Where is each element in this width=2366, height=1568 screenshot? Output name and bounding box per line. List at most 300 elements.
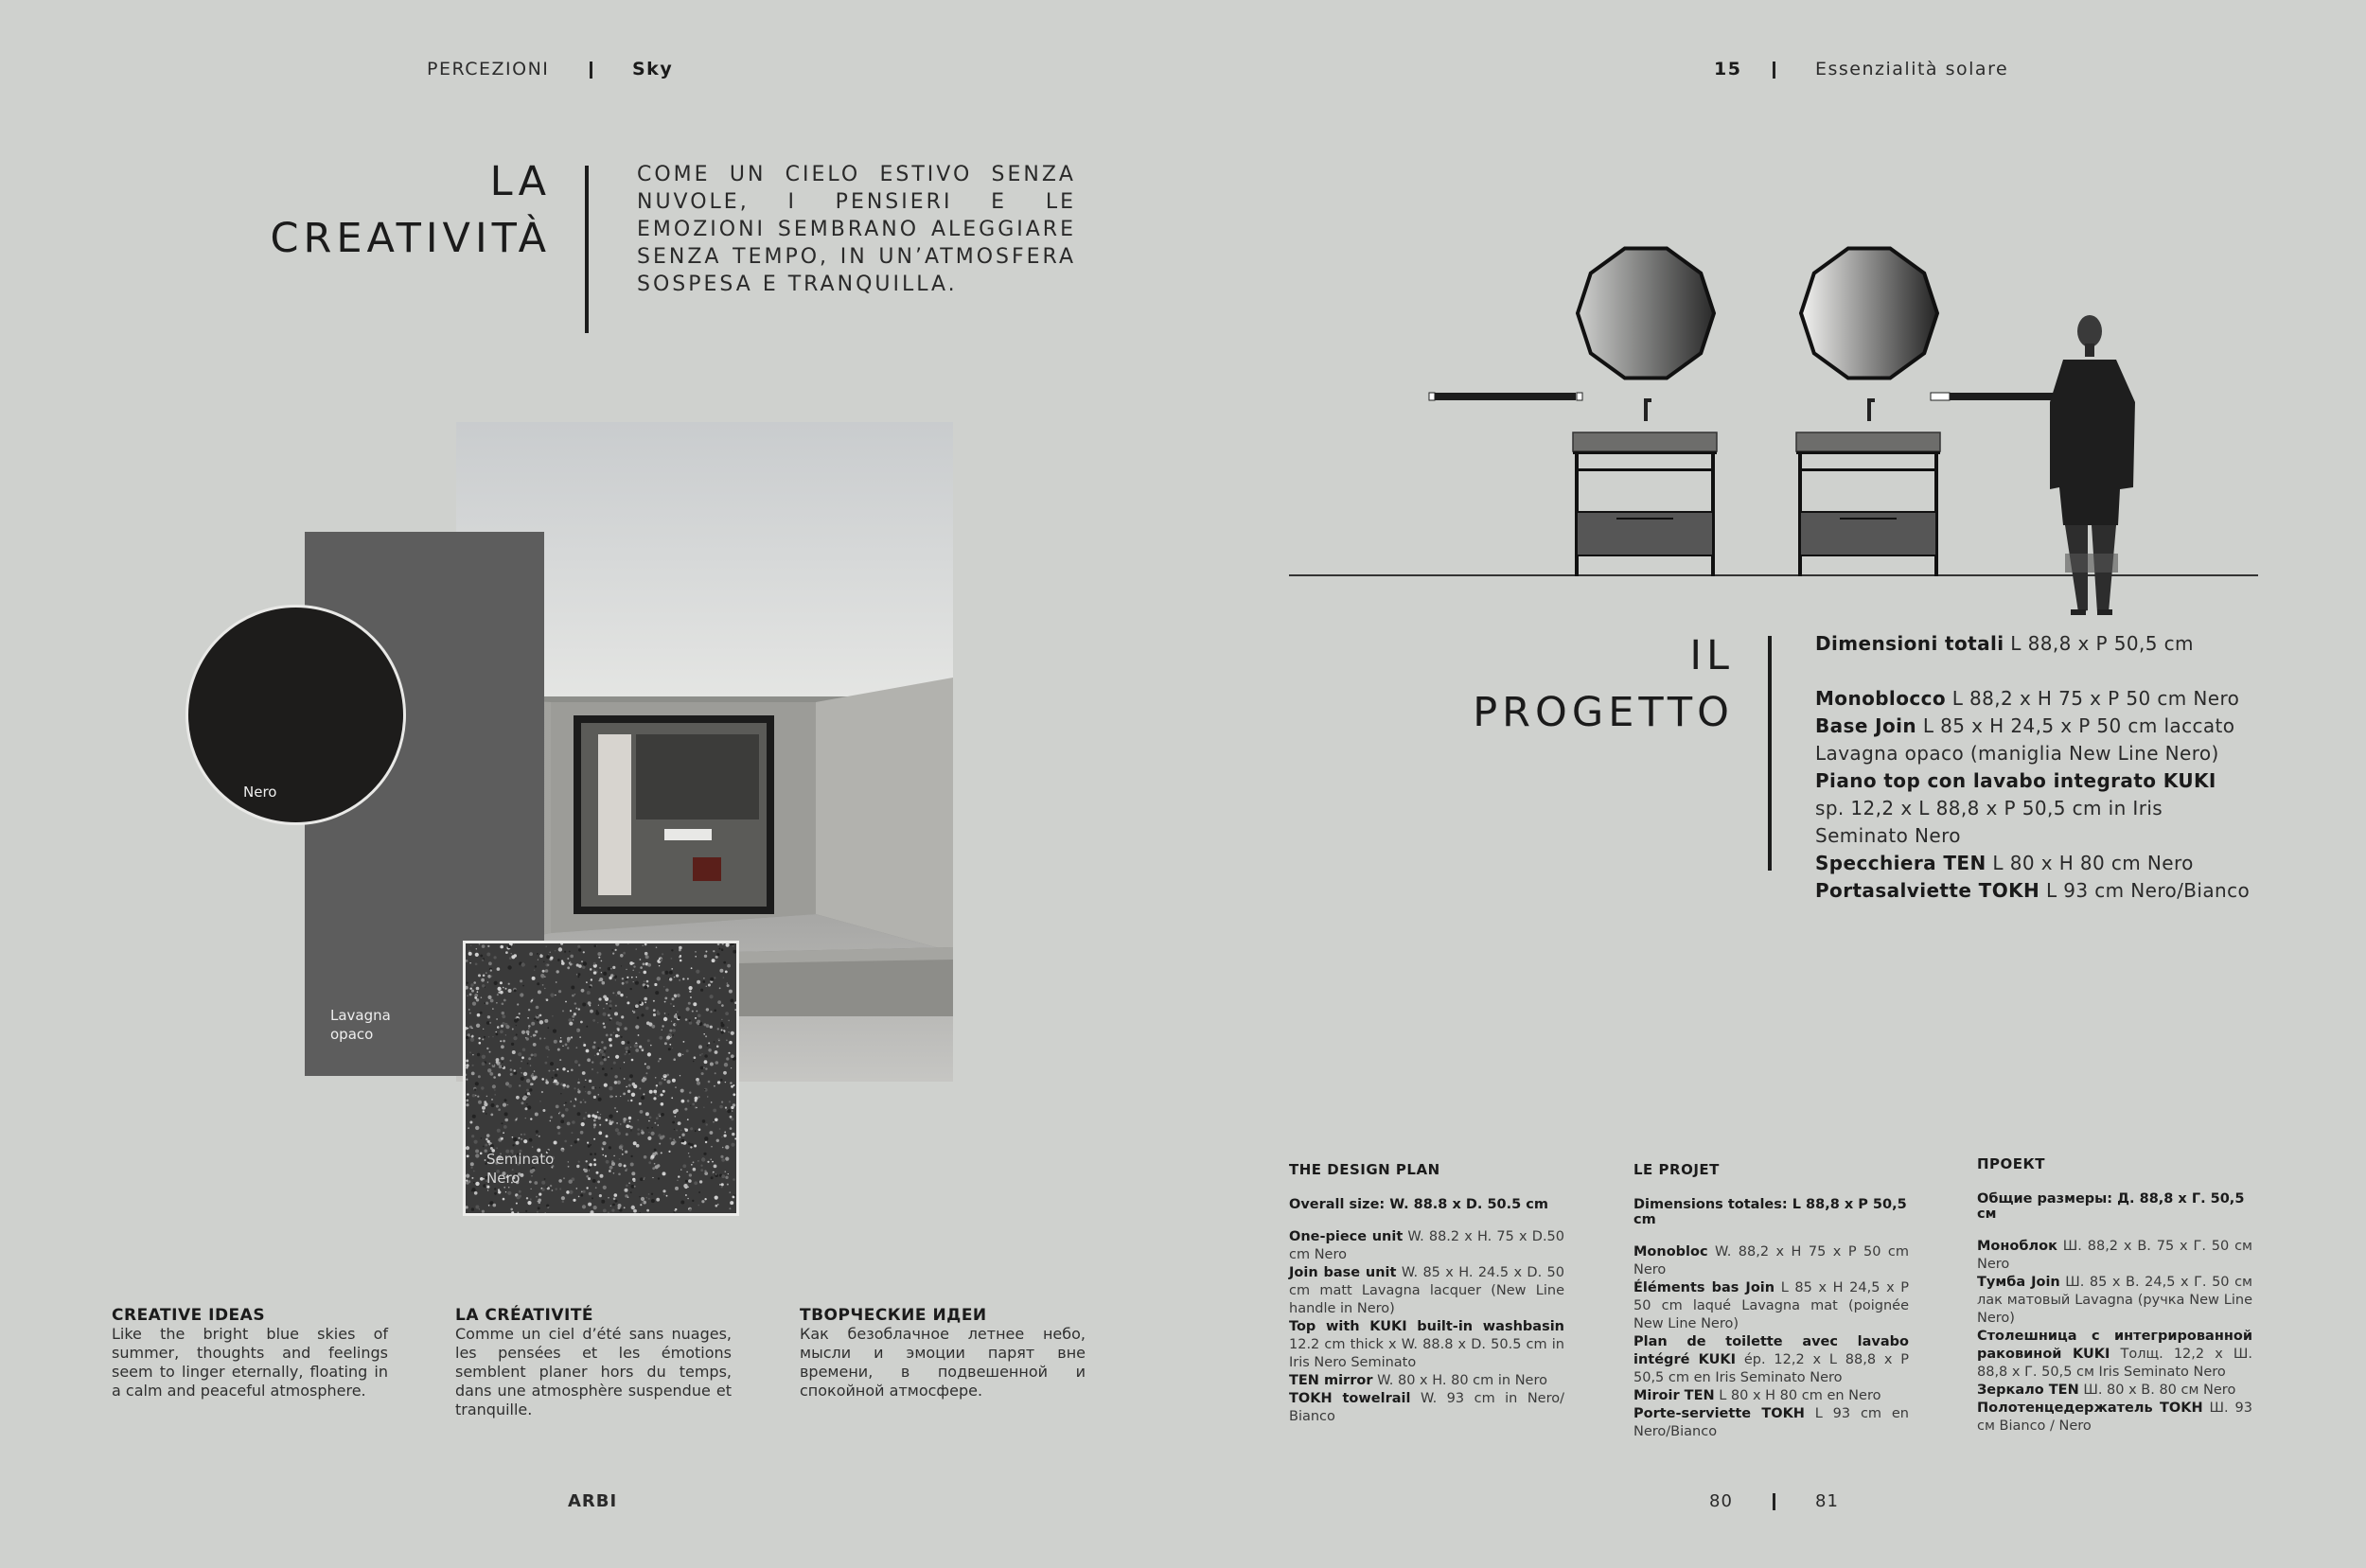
speckle-dot (528, 1057, 531, 1060)
speckle-dot (474, 996, 477, 999)
speckle-dot (466, 1206, 468, 1208)
header-theme: Sky (632, 59, 674, 79)
speckle-dot (466, 1180, 468, 1182)
speckle-dot (643, 945, 644, 946)
speckle-dot (576, 974, 578, 976)
speckle-dot (487, 981, 489, 983)
speckle-dot (566, 1085, 569, 1088)
speckle-dot (598, 1131, 602, 1135)
speckle-dot (515, 1119, 517, 1120)
speckle-dot (592, 1179, 596, 1183)
speckle-dot (704, 1172, 708, 1175)
right-title-line-2: PROGETTO (1473, 689, 1734, 736)
speckle-dot (615, 1034, 619, 1038)
speckle-dot (655, 1093, 657, 1095)
speckle-dot (721, 1030, 723, 1031)
speckle-dot (644, 1155, 647, 1159)
speckle-dot (498, 1073, 501, 1076)
speckle-dot (571, 1036, 573, 1038)
item-value: Ш. 93 см Bianco / Nero (1977, 1401, 2252, 1434)
speckle-dot (492, 1008, 493, 1009)
speckle-dot (714, 1165, 717, 1169)
speckle-dot (489, 1072, 493, 1076)
speckle-dot (525, 1210, 527, 1212)
speckle-dot (647, 963, 651, 967)
speckle-dot (644, 1063, 646, 1065)
spec-item-label: Specchiera TEN (1815, 852, 1986, 874)
speckle-dot (718, 1040, 719, 1041)
speckle-dot (526, 1089, 529, 1092)
speckle-dot (663, 1079, 665, 1081)
speckle-dot (540, 954, 541, 955)
speckle-dot (592, 1019, 595, 1022)
speckle-dot (690, 1143, 693, 1146)
translation-en (1289, 1161, 1564, 1426)
speckle-dot (680, 1201, 684, 1205)
speckle-dot (474, 1088, 476, 1090)
speckle-dot (631, 977, 633, 978)
speckle-dot (653, 1009, 656, 1012)
speckle-dot (599, 1194, 602, 1197)
speckle-dot (633, 1179, 636, 1182)
speckle-dot (729, 1207, 731, 1209)
speckle-dot (657, 977, 661, 980)
speckle-dot (575, 1008, 577, 1010)
speckle-dot (553, 1070, 555, 1072)
speckle-dot (653, 1000, 655, 1002)
speckle-dot (698, 1096, 700, 1098)
speckle-dot (664, 971, 668, 975)
speckle-dot (671, 1141, 675, 1145)
speckle-dot (717, 943, 720, 945)
speckle-dot (668, 1151, 670, 1153)
speckle-dot (482, 944, 486, 948)
speckle-dot (675, 1109, 679, 1113)
speckle-dot (582, 1205, 586, 1208)
speckle-dot (670, 1003, 672, 1005)
speckle-dot (680, 960, 682, 962)
speckle-dot (674, 1129, 675, 1130)
speckle-dot (574, 1060, 578, 1064)
speckle-dot (491, 976, 493, 978)
speckle-dot (656, 1117, 659, 1119)
speckle-dot (532, 1073, 533, 1074)
speckle-dot (703, 978, 705, 979)
speckle-dot (558, 947, 562, 951)
speckle-dot (472, 1115, 476, 1119)
speckle-dot (466, 1181, 469, 1185)
spec-item-value: L 85 x H 24,5 x P 50 cm laccato Lavagna opaco (maniglia New Line Nero) (1815, 714, 2235, 765)
speckle-dot (662, 1078, 663, 1080)
speckle-dot (577, 945, 580, 948)
speckle-dot (466, 960, 468, 962)
speckle-dot (572, 1120, 575, 1124)
speckle-dot (688, 1002, 691, 1005)
speckle-dot (603, 1008, 604, 1009)
speckle-dot (477, 1013, 481, 1017)
speckle-dot (565, 1108, 569, 1112)
speckle-dot (684, 1108, 687, 1111)
speckle-dot (660, 1136, 663, 1139)
speckle-dot (715, 1072, 716, 1074)
speckle-dot (631, 1206, 635, 1209)
speckle-dot (606, 1135, 609, 1137)
speckle-dot (590, 1010, 593, 1013)
speckle-dot (578, 964, 582, 968)
speckle-dot (510, 1208, 513, 1211)
item-value: L 85 x H 24,5 x P 50 cm laqué Lavagna mat (poignée New Line Nero) (1633, 1280, 1910, 1331)
speckle-dot (719, 948, 721, 950)
speckle-dot (609, 977, 611, 979)
speckle-dot (693, 1161, 695, 1163)
speckle-dot (505, 1025, 509, 1029)
speckle-dot (559, 1112, 561, 1114)
speckle-dot (562, 1201, 564, 1203)
speckle-dot (597, 1022, 598, 1023)
speckle-dot (497, 967, 501, 971)
speckle-dot (679, 946, 682, 950)
speckle-dot (526, 1031, 530, 1034)
speckle-dot (615, 943, 619, 946)
item-label: Столешница с интегрированной раковиной KUKI (1977, 1329, 2252, 1362)
speckle-dot (682, 1054, 683, 1055)
speckle-dot (585, 1080, 586, 1081)
speckle-dot (612, 966, 615, 969)
speckle-dot (489, 1051, 491, 1053)
item-label: Тумба Join (1977, 1275, 2060, 1290)
speckle-dot (693, 1168, 697, 1172)
speckle-dot (719, 1184, 721, 1186)
speckle-dot (647, 1052, 651, 1056)
speckle-dot (486, 1138, 488, 1141)
spec-item-label: Portasalviette TOKH (1815, 879, 2040, 902)
title-divider (585, 166, 589, 333)
speckle-dot (633, 965, 635, 967)
speckle-dot (609, 1170, 611, 1172)
item-label: Miroir TEN (1633, 1388, 1715, 1403)
translation-en-overall: Overall size: W. 88.8 x D. 50.5 cm (1289, 1197, 1548, 1212)
speckle-dot (502, 1012, 504, 1014)
speckle-dot (481, 1137, 483, 1139)
speckle-dot (731, 1067, 732, 1068)
speckle-dot (697, 1082, 700, 1085)
speckle-dot (643, 1093, 644, 1095)
speckle-dot (475, 1126, 479, 1130)
speckle-dot (645, 1072, 647, 1074)
speckle-dot (730, 1201, 733, 1205)
speckle-dot (633, 1011, 636, 1013)
speckle-dot (519, 1137, 521, 1139)
speckle-dot (733, 1178, 735, 1181)
speckle-dot (721, 1031, 724, 1033)
item-value: W. 93 cm in Nero/ Bianco (1289, 1391, 1565, 1424)
speckle-dot (643, 1077, 644, 1079)
speckle-dot (642, 1049, 644, 1052)
speckle-dot (542, 1109, 545, 1112)
speckle-dot (487, 1068, 491, 1072)
speckle-dot (696, 970, 699, 974)
speckle-dot (704, 955, 707, 958)
speckle-dot (482, 1106, 486, 1110)
speckle-dot (466, 1146, 469, 1150)
speckle-dot (567, 958, 569, 960)
speckle-dot (481, 996, 483, 998)
speckle-dot (473, 981, 476, 984)
speckle-dot (716, 1139, 719, 1142)
speckle-dot (628, 1182, 630, 1184)
speckle-dot (507, 945, 511, 949)
speckle-dot (626, 980, 628, 983)
speckle-dot (707, 1096, 708, 1097)
translation-fr (1633, 1161, 1909, 1441)
speckle-dot (715, 1173, 716, 1174)
speckle-dot (578, 1161, 580, 1163)
speckle-dot (673, 1138, 675, 1140)
item-label: One-piece unit (1289, 1229, 1404, 1244)
speckle-dot (656, 1087, 658, 1089)
speckle-dot (625, 1194, 627, 1197)
speckle-dot (700, 1165, 702, 1167)
speckle-dot (699, 1180, 702, 1183)
speckle-dot (671, 1097, 673, 1099)
speckle-dot (721, 1183, 724, 1186)
caption-en-text: Like the bright blue skies of summer, thoughts and feelings seem to linger eternally, floating in a calm and peaceful atmosphere. (112, 1325, 388, 1400)
speckle-dot (469, 1051, 471, 1053)
speckle-dot (615, 979, 616, 980)
speckle-dot (527, 1063, 529, 1065)
speckle-dot (550, 994, 554, 997)
speckle-dot (593, 1206, 597, 1209)
speckle-dot (469, 1121, 472, 1124)
speckle-dot (625, 1053, 627, 1055)
speckle-dot (563, 1086, 566, 1089)
speckle-dot (722, 1147, 724, 1149)
mirror-right (1801, 249, 1937, 379)
speckle-dot (560, 1037, 561, 1038)
speckle-dot (715, 1050, 718, 1054)
speckle-dot (503, 1040, 505, 1043)
speckle-dot (623, 952, 626, 955)
speckle-dot (470, 983, 473, 986)
speckle-dot (624, 1207, 626, 1208)
speckle-dot (639, 972, 641, 974)
speckle-dot (689, 986, 693, 990)
speckle-dot (561, 1114, 564, 1117)
speckle-dot (536, 1196, 538, 1198)
speckle-dot (549, 952, 551, 954)
speckle-dot (626, 1185, 628, 1188)
speckle-dot (578, 948, 581, 951)
speckle-dot (567, 966, 570, 969)
speckle-dot (546, 998, 549, 1001)
swatch-seminato-label (486, 1150, 554, 1188)
speckle-dot (470, 988, 472, 990)
speckle-dot (627, 1001, 629, 1004)
speckle-dot (588, 1145, 591, 1148)
speckle-dot (608, 967, 611, 971)
speckle-dot (731, 1118, 733, 1120)
speckle-dot (658, 1177, 660, 1179)
speckle-dot (526, 1197, 528, 1199)
speckle-dot (721, 948, 724, 951)
speckle-dot (680, 1089, 684, 1093)
speckle-dot (543, 961, 544, 962)
speckle-dot (467, 1154, 469, 1157)
speckle-dot (486, 1113, 487, 1115)
speckle-dot (678, 1175, 680, 1177)
speckle-dot (609, 1004, 612, 1007)
speckle-dot (545, 1062, 548, 1065)
speckle-dot (710, 1063, 714, 1066)
speckle-dot (535, 965, 537, 967)
speckle-dot (662, 1090, 665, 1093)
speckle-dot (708, 1081, 711, 1084)
speckle-dot (613, 975, 615, 977)
speckle-dot (507, 965, 511, 969)
speckle-dot (705, 951, 707, 953)
speckle-dot (592, 1197, 593, 1199)
speckle-dot (644, 980, 645, 982)
speckle-dot (660, 1094, 662, 1097)
speckle-dot (547, 1027, 549, 1029)
speckle-dot (733, 1093, 735, 1096)
speckle-dot (659, 965, 660, 966)
speckle-dot (593, 1126, 595, 1128)
speckle-dot (645, 1112, 649, 1116)
spec-overall-label: Dimensioni totali (1815, 632, 2004, 655)
speckle-dot (568, 1018, 572, 1022)
speckle-dot (705, 1141, 707, 1143)
speckle-dot (613, 1062, 616, 1065)
speckle-dot (633, 1209, 637, 1213)
speckle-dot (716, 1046, 719, 1048)
speckle-dot (727, 964, 731, 968)
speckle-dot (620, 954, 624, 958)
spec-item-value: sp. 12,2 x L 88,8 x P 50,5 cm in Iris Seminato Nero (1815, 797, 2163, 847)
speckle-dot (610, 968, 612, 970)
speckle-dot (608, 1212, 610, 1214)
item-label: Полотенцедержатель TOKH (1977, 1401, 2203, 1416)
speckle-dot (728, 1173, 729, 1174)
speckle-dot (615, 1055, 619, 1059)
speckle-dot (630, 1100, 632, 1101)
speckle-dot (662, 1172, 666, 1175)
speckle-dot (710, 1131, 714, 1135)
speckle-dot (649, 1116, 652, 1119)
speckle-dot (734, 1137, 736, 1139)
speckle-dot (646, 1209, 649, 1212)
speckle-dot (562, 1046, 563, 1047)
speckle-dot (560, 1093, 561, 1094)
speckle-dot (481, 978, 485, 982)
speckle-dot (557, 959, 560, 961)
speckle-dot (487, 945, 489, 947)
speckle-dot (486, 1002, 488, 1005)
speckle-dot (714, 1041, 715, 1043)
speckle-dot (599, 967, 601, 969)
speckle-dot (602, 981, 606, 985)
speckle-dot (594, 1087, 596, 1089)
speckle-dot (501, 1057, 504, 1061)
speckle-dot (695, 1097, 698, 1101)
speckle-dot (590, 1144, 592, 1146)
speckle-dot (724, 1063, 728, 1066)
item-label: Éléments bas Join (1633, 1280, 1775, 1295)
speckle-dot (571, 1069, 574, 1072)
speckle-dot (730, 1082, 732, 1084)
speckle-dot (702, 1119, 706, 1123)
speckle-dot (523, 1072, 527, 1076)
speckle-dot (652, 1177, 653, 1178)
speckle-dot (691, 1164, 693, 1166)
speckle-dot (580, 1101, 582, 1103)
left-page-title (170, 153, 551, 267)
speckle-dot (510, 1068, 513, 1071)
speckle-dot (592, 1068, 593, 1070)
spec-overall (1815, 630, 2251, 658)
speckle-dot (702, 980, 705, 983)
speckle-dot (581, 1122, 585, 1126)
speckle-dot (532, 1076, 536, 1080)
speckle-dot (503, 1103, 506, 1107)
speckle-dot (587, 1142, 589, 1144)
swatch-lavagna-label-line-1: Lavagna (330, 1007, 391, 1024)
speckle-dot (573, 1019, 574, 1020)
speckle-dot (729, 1041, 733, 1045)
speckle-dot (671, 958, 673, 960)
speckle-dot (583, 1044, 586, 1047)
speckle-dot (556, 1105, 559, 1109)
speckle-dot (603, 1026, 606, 1029)
speckle-dot (712, 959, 715, 962)
speckle-dot (466, 1174, 469, 1178)
speckle-dot (639, 1102, 642, 1105)
speckle-dot (619, 1158, 621, 1160)
speckle-dot (472, 1065, 474, 1066)
speckle-dot (591, 1210, 594, 1213)
speckle-dot (598, 1094, 600, 1096)
speckle-dot (671, 1021, 672, 1022)
speckle-dot (609, 1121, 612, 1125)
speckle-dot (496, 1058, 500, 1062)
speckle-dot (501, 1025, 503, 1028)
speckle-dot (567, 1070, 569, 1072)
speckle-dot (603, 972, 607, 976)
speckle-dot (594, 1153, 596, 1154)
speckle-dot (471, 1028, 472, 1029)
speckle-dot (668, 1013, 669, 1014)
speckle-dot (613, 1155, 614, 1156)
speckle-dot (633, 981, 634, 982)
speckle-dot (600, 1114, 601, 1115)
speckle-dot (628, 1084, 631, 1087)
speckle-dot (692, 1200, 694, 1202)
speckle-dot (625, 1151, 627, 1154)
speckle-dot (694, 1056, 697, 1059)
speckle-dot (708, 984, 711, 987)
speckle-dot (564, 1140, 567, 1143)
speckle-dot (614, 1107, 616, 1109)
speckle-dot (475, 963, 478, 966)
speckle-dot (552, 1015, 554, 1017)
speckle-dot (577, 973, 580, 976)
speckle-dot (487, 1140, 490, 1143)
item-label: TEN mirror (1289, 1373, 1373, 1388)
speckle-dot (600, 1174, 604, 1178)
speckle-dot (706, 986, 707, 987)
speckle-dot (720, 1079, 723, 1082)
speckle-dot (501, 1045, 504, 1048)
